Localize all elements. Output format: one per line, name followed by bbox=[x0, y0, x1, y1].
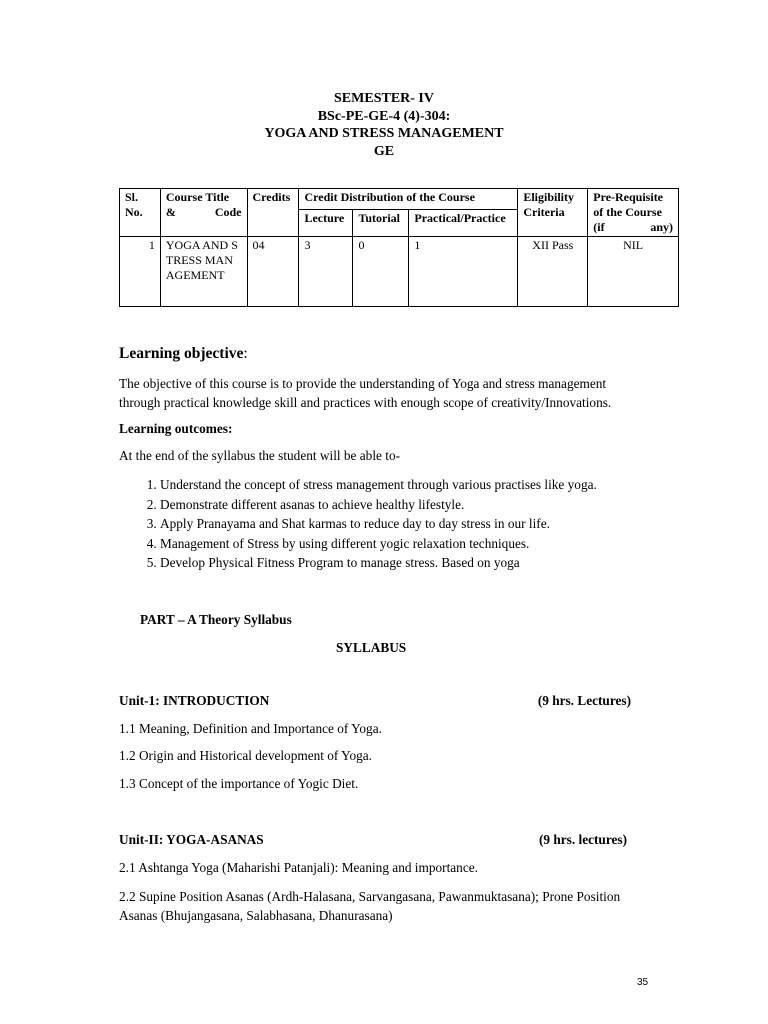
header-tutorial: Tutorial bbox=[353, 210, 409, 237]
syllabus-heading: SYLLABUS bbox=[336, 640, 407, 655]
semester-title: SEMESTER- IV bbox=[334, 91, 434, 106]
table-header-row bbox=[120, 189, 679, 210]
table-row bbox=[120, 237, 679, 307]
list-item: 2. Demonstrate different asanas to achieve healthy lifestyle. bbox=[160, 495, 597, 515]
part-a-heading: PART – A Theory Syllabus bbox=[140, 612, 292, 627]
unit-1-item: 1.1 Meaning, Definition and Importance of Yoga. bbox=[119, 721, 382, 736]
unit-1-hours: (9 hrs. Lectures) bbox=[537, 693, 631, 708]
unit-2-hours: (9 hrs. lectures) bbox=[538, 832, 627, 847]
list-item: 5. Develop Physical Fitness Program to manage stress. Based on yoga bbox=[160, 553, 597, 573]
unit-1-item: 1.3 Concept of the importance of Yogic Diet. bbox=[119, 776, 359, 791]
cell-lecture: 3 bbox=[299, 237, 353, 307]
list-item: 3. Apply Pranayama and Shat karmas to reduce day to day stress in our life. bbox=[160, 514, 597, 534]
cell-course-title: YOGA AND STRESS MANAGEMENT bbox=[160, 237, 247, 307]
unit-2-title: Unit-II: YOGA-ASANAS bbox=[119, 832, 264, 847]
header-practical: Practical/Practice bbox=[409, 210, 518, 237]
header-lecture: Lecture bbox=[299, 210, 353, 237]
unit-1-header bbox=[119, 693, 631, 709]
learning-objective-heading-text: Learning objective bbox=[119, 345, 244, 362]
course-title: YOGA AND STRESS MANAGEMENT bbox=[264, 126, 504, 141]
learning-objective-heading bbox=[119, 345, 248, 363]
header-eligibility: Eligibility Criteria bbox=[518, 189, 588, 237]
header-sl-no: Sl. No. bbox=[120, 189, 161, 237]
course-header bbox=[0, 90, 768, 160]
cell-sl-no: 1 bbox=[120, 237, 161, 307]
unit-2-item: 2.2 Supine Position Asanas (Ardh-Halasana, Sarvangasana, Pawanmuktasana); Prone Position Asanas (Bhujangasana, Salabhasana, Dhanurasana) bbox=[119, 889, 621, 923]
course-details-table bbox=[119, 188, 679, 307]
list-item: 4. Management of Stress by using different yogic relaxation techniques. bbox=[160, 534, 597, 554]
list-item: 1. Understand the concept of stress management through various practises like yoga. bbox=[160, 475, 597, 495]
course-code: BSc-PE-GE-4 (4)-304: bbox=[317, 108, 451, 124]
header-course-title: Course Title & Code bbox=[160, 189, 247, 237]
cell-credits: 04 bbox=[247, 237, 299, 307]
cell-eligibility: XII Pass bbox=[518, 237, 588, 307]
learning-objective-text: The objective of this course is to provide the understanding of Yoga and stress management through practical knowledge skill and practices with enough scope of creativity/Innovations. bbox=[119, 376, 612, 410]
header-credits: Credits bbox=[247, 189, 299, 237]
course-type: GE bbox=[373, 143, 395, 159]
cell-tutorial: 0 bbox=[353, 237, 409, 307]
learning-outcomes-heading: Learning outcomes: bbox=[119, 421, 233, 436]
learning-outcomes-list bbox=[119, 475, 597, 573]
unit-2-header bbox=[119, 832, 627, 848]
header-prerequisite: Pre-Requisite of the Course (if any) bbox=[588, 189, 679, 237]
page-number: 35 bbox=[637, 977, 649, 988]
unit-1-item: 1.2 Origin and Historical development of Yoga. bbox=[119, 748, 372, 763]
learning-outcomes-intro: At the end of the syllabus the student will be able to- bbox=[119, 448, 401, 463]
unit-1-title: Unit-1: INTRODUCTION bbox=[119, 693, 270, 708]
header-credit-distribution: Credit Distribution of the Course bbox=[299, 189, 518, 210]
cell-practical: 1 bbox=[409, 237, 518, 307]
cell-prerequisite: NIL bbox=[588, 237, 679, 307]
unit-2-item: 2.1 Ashtanga Yoga (Maharishi Patanjali): Meaning and importance. bbox=[119, 860, 478, 875]
learning-objective-colon: : bbox=[243, 345, 248, 362]
